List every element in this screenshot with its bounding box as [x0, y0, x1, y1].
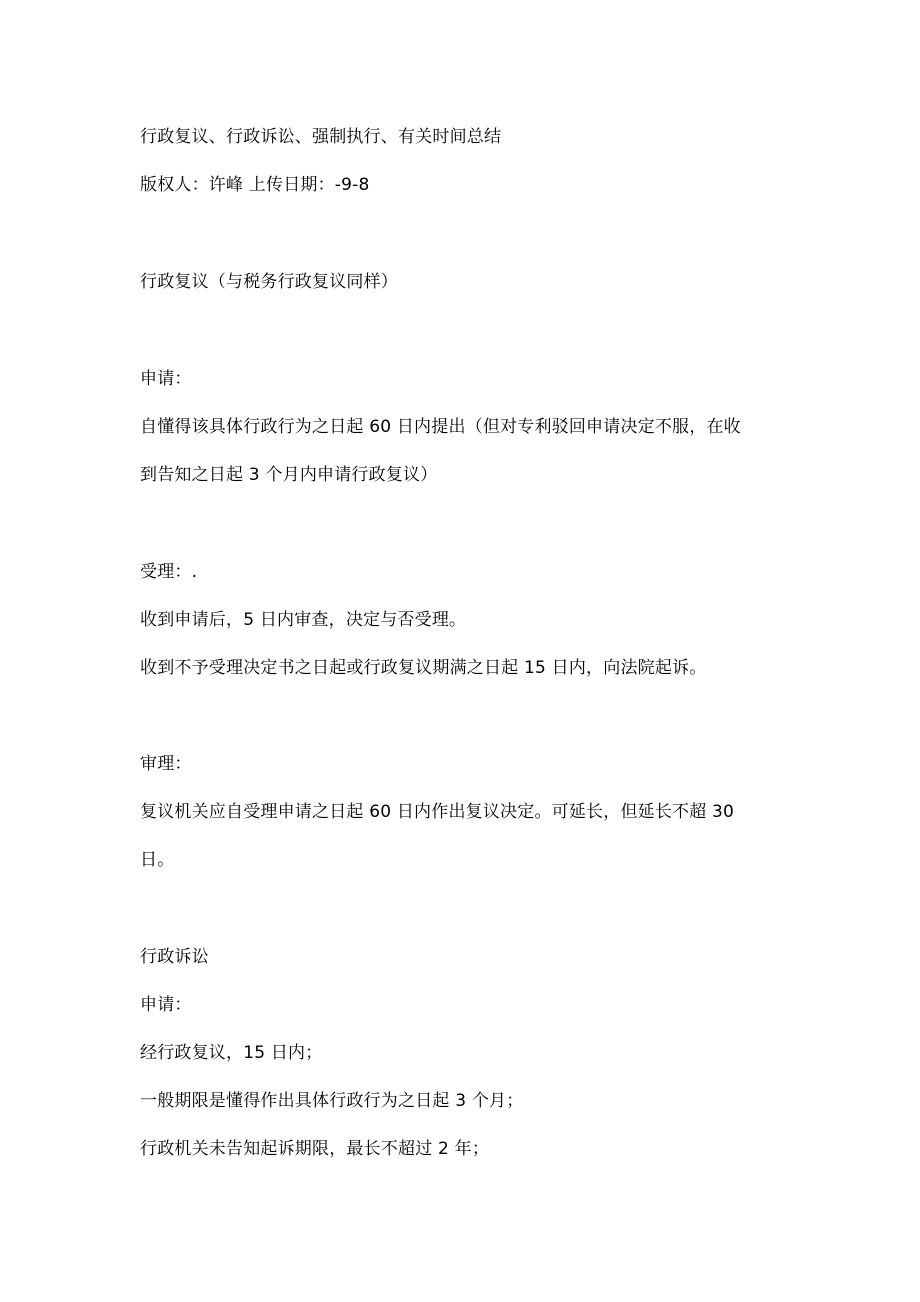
subsection-label-application: 申请： — [140, 369, 192, 389]
subsection-label-acceptance: 受理：. — [140, 562, 198, 582]
paragraph-line: 到告知之日起 3 个月内申请行政复议） — [140, 465, 438, 485]
paragraph-line: 收到申请后，5 日内审查，决定与否受理。 — [140, 610, 467, 630]
subsection-label-hearing: 审理： — [140, 754, 192, 774]
paragraph-line: 自懂得该具体行政行为之日起 60 日内提出（但对专利驳回申请决定不服，在收 — [140, 417, 741, 437]
paragraph-line: 经行政复议，15 日内； — [140, 1043, 323, 1063]
paragraph-line: 收到不予受理决定书之日起或行政复议期满之日起 15 日内，向法院起诉。 — [140, 658, 707, 678]
paragraph-line: 日。 — [140, 850, 175, 870]
subsection-label-application: 申请： — [140, 995, 192, 1015]
section-heading-administrative-review: 行政复议（与税务行政复议同样） — [140, 272, 398, 292]
section-heading-administrative-litigation: 行政诉讼 — [140, 947, 209, 967]
paragraph-line: 行政机关未告知起诉期限，最长不超过 2 年； — [140, 1139, 490, 1159]
paragraph-line: 一般期限是懂得作出具体行政行为之日起 3 个月； — [140, 1091, 524, 1111]
document-meta: 版权人：许峰 上传日期：-9-8 — [140, 175, 370, 195]
document-title: 行政复议、行政诉讼、强制执行、有关时间总结 — [140, 127, 502, 147]
paragraph-line: 复议机关应自受理申请之日起 60 日内作出复议决定。可延长，但延长不超 30 — [140, 802, 735, 822]
